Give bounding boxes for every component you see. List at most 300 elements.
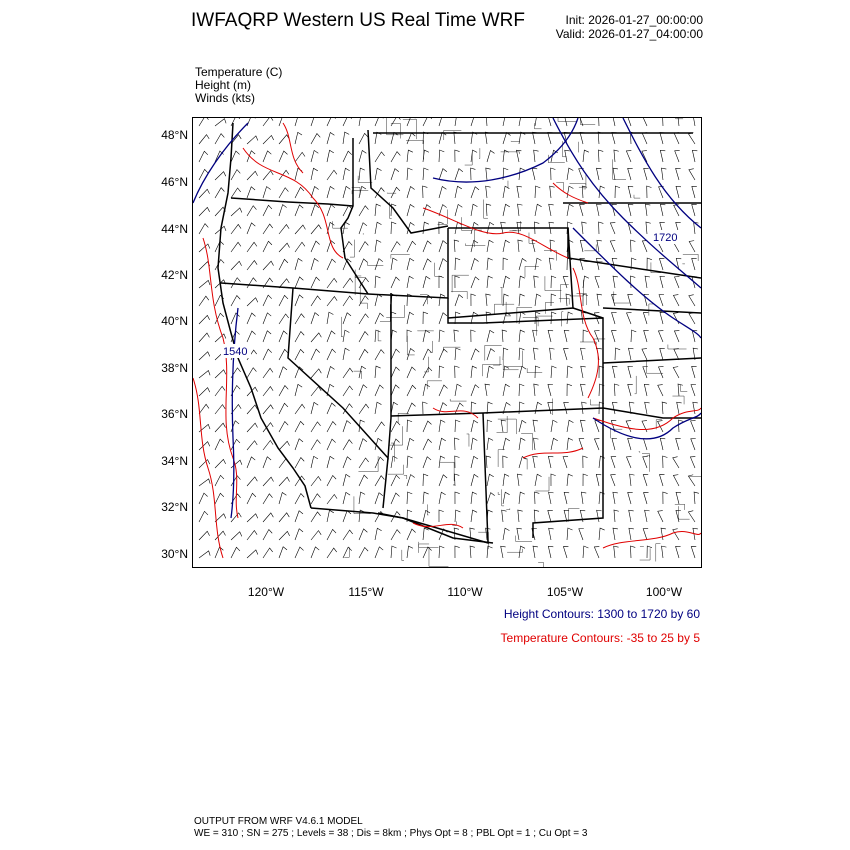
wind-barb bbox=[375, 204, 381, 216]
lat-label-30: 30°N bbox=[161, 547, 188, 561]
wind-barb bbox=[596, 474, 601, 486]
wind-barb bbox=[613, 528, 618, 540]
wind-barb bbox=[596, 168, 601, 180]
montana-border bbox=[368, 130, 448, 233]
county-line bbox=[444, 130, 462, 140]
wind-barb bbox=[279, 492, 286, 504]
wind-barb bbox=[631, 240, 636, 252]
wind-barb bbox=[215, 134, 224, 144]
wind-barb bbox=[598, 132, 603, 144]
wind-barb bbox=[311, 422, 321, 432]
model-info-line1: OUTPUT FROM WRF V4.6.1 MODEL bbox=[194, 816, 363, 827]
wind-barb bbox=[487, 493, 495, 504]
wind-barb bbox=[676, 438, 681, 450]
wind-barb bbox=[660, 204, 665, 216]
wind-barb bbox=[391, 277, 400, 288]
wind-barb bbox=[454, 240, 459, 252]
wind-barb bbox=[534, 384, 539, 396]
wind-barb bbox=[439, 241, 447, 252]
wind-barb bbox=[535, 258, 541, 270]
wind-barb bbox=[548, 546, 553, 558]
county-line bbox=[360, 303, 367, 309]
wind-barb bbox=[407, 276, 414, 288]
wind-barb bbox=[407, 150, 413, 162]
wind-barb bbox=[486, 456, 491, 468]
wind-barb bbox=[327, 278, 337, 288]
field-height-label: Height (m) bbox=[195, 78, 252, 92]
wind-barb bbox=[263, 331, 271, 342]
wind-barb bbox=[279, 531, 290, 540]
wind-barb bbox=[439, 403, 447, 414]
wind-barb bbox=[279, 118, 287, 126]
wind-barb bbox=[407, 492, 412, 504]
wind-barb bbox=[673, 367, 679, 378]
wind-barb bbox=[533, 348, 538, 360]
county-line bbox=[503, 360, 518, 370]
wind-barb bbox=[263, 368, 273, 378]
wind-barb bbox=[455, 384, 461, 396]
height-contour-label: 1720 bbox=[653, 232, 678, 244]
wind-barb bbox=[628, 366, 633, 378]
wind-barb bbox=[627, 313, 632, 324]
wind-barb bbox=[663, 492, 668, 504]
wind-barb bbox=[423, 474, 428, 486]
wind-barb bbox=[658, 511, 663, 522]
wind-barb bbox=[327, 331, 335, 342]
wind-barb bbox=[199, 442, 210, 450]
wind-barb bbox=[407, 456, 413, 468]
wind-barb bbox=[439, 186, 446, 198]
wind-barb bbox=[503, 168, 508, 180]
county-line bbox=[498, 450, 504, 467]
county-line bbox=[450, 399, 466, 401]
county-line bbox=[407, 336, 414, 355]
wind-barb bbox=[548, 456, 553, 468]
county-line bbox=[482, 365, 501, 376]
wind-barb bbox=[533, 546, 538, 558]
wind-barb bbox=[359, 349, 368, 360]
wind-barb bbox=[567, 366, 572, 378]
lat-label-34: 34°N bbox=[161, 454, 188, 468]
wind-barb bbox=[359, 492, 365, 504]
wind-barb bbox=[391, 187, 400, 198]
wind-barb bbox=[247, 313, 255, 324]
idaho-border bbox=[341, 138, 368, 294]
wind-barb bbox=[311, 349, 320, 360]
wind-barb bbox=[311, 225, 321, 234]
wind-barb bbox=[263, 349, 272, 360]
wind-barb bbox=[550, 348, 555, 360]
wind-barb bbox=[247, 441, 257, 450]
wind-barb bbox=[580, 384, 585, 396]
wind-barb bbox=[263, 118, 273, 126]
wind-barb bbox=[645, 276, 650, 288]
wind-barb bbox=[580, 420, 585, 432]
wind-barb bbox=[455, 295, 463, 306]
wind-barb bbox=[660, 312, 665, 324]
wind-barb bbox=[279, 259, 288, 270]
wind-barb bbox=[375, 385, 383, 396]
wind-barb bbox=[439, 492, 446, 504]
wind-barb bbox=[628, 204, 633, 216]
wind-barb bbox=[471, 168, 476, 180]
wind-barb bbox=[471, 366, 477, 378]
wind-barb bbox=[471, 118, 479, 126]
wind-barb bbox=[630, 546, 635, 558]
wind-barb bbox=[580, 205, 585, 216]
wind-barb bbox=[534, 276, 539, 288]
wind-barb bbox=[693, 402, 698, 414]
wind-barb bbox=[423, 510, 430, 522]
wind-barb bbox=[391, 169, 399, 180]
wind-barb bbox=[471, 385, 479, 396]
wind-barb bbox=[599, 492, 605, 504]
wind-barb bbox=[199, 511, 208, 522]
wind-barb bbox=[231, 532, 242, 540]
county-line bbox=[635, 376, 637, 394]
wind-barb bbox=[642, 349, 647, 360]
wind-barb bbox=[660, 150, 665, 162]
wind-barb bbox=[215, 459, 226, 468]
wind-barb bbox=[343, 511, 351, 522]
wind-barb bbox=[423, 492, 429, 504]
wind-barb bbox=[295, 384, 302, 396]
wind-barb bbox=[610, 223, 615, 234]
wind-barb bbox=[611, 331, 616, 342]
wind-barb bbox=[662, 546, 667, 558]
wind-barb bbox=[503, 438, 510, 450]
wind-barb bbox=[215, 531, 226, 540]
height-contours bbox=[193, 118, 701, 518]
wind-barb bbox=[659, 475, 664, 486]
wind-barb bbox=[581, 492, 586, 504]
wind-barb bbox=[327, 349, 336, 360]
map-panel bbox=[192, 117, 702, 568]
wind-barb bbox=[455, 348, 460, 360]
lat-label-38: 38°N bbox=[161, 361, 188, 375]
temperature-contour-legend: Temperature Contours: -35 to 25 by 5 bbox=[500, 631, 700, 645]
county-line bbox=[536, 316, 552, 336]
lat-label-44: 44°N bbox=[161, 222, 188, 236]
wind-barb bbox=[263, 261, 274, 270]
county-line bbox=[681, 385, 688, 392]
lon-label-120: 120°W bbox=[247, 585, 285, 599]
wind-barb bbox=[626, 457, 631, 468]
wind-barb bbox=[659, 259, 664, 270]
wind-barb bbox=[614, 546, 619, 558]
county-line bbox=[640, 548, 650, 560]
wind-barb bbox=[359, 458, 369, 468]
wind-barb bbox=[215, 259, 224, 270]
valid-time: Valid: 2026-01-27_04:00:00 bbox=[555, 27, 703, 41]
height-contour-label: 1540 bbox=[223, 346, 248, 358]
wind-barb bbox=[231, 476, 240, 486]
wind-barb bbox=[231, 208, 242, 216]
wind-barb bbox=[599, 222, 604, 234]
wind-barb bbox=[693, 118, 698, 126]
wind-barb bbox=[487, 546, 492, 558]
wind-barb bbox=[599, 118, 604, 126]
wind-barb bbox=[263, 494, 273, 504]
wind-barb bbox=[375, 547, 383, 558]
wind-barb bbox=[295, 439, 303, 450]
wind-barb bbox=[263, 135, 274, 144]
wind-barb bbox=[247, 477, 257, 486]
wind-barb bbox=[343, 547, 352, 558]
wind-barb bbox=[471, 438, 477, 450]
wind-barb bbox=[612, 313, 617, 324]
wind-barb bbox=[503, 118, 510, 126]
wind-barb bbox=[643, 367, 648, 378]
wind-barb bbox=[311, 258, 318, 270]
wind-barb bbox=[455, 118, 461, 126]
wind-barb bbox=[327, 510, 334, 522]
model-info-line2: WE = 310 ; SN = 275 ; Levels = 38 ; Dis = 8km ; Phys Opt = 8 ; PBL Opt = 1 ; Cu Opt = 3 bbox=[194, 828, 588, 839]
wind-barb bbox=[199, 531, 210, 540]
wind-barb bbox=[487, 438, 493, 450]
wind-barb bbox=[423, 118, 432, 126]
wind-barb bbox=[359, 296, 368, 306]
wind-barb bbox=[455, 169, 463, 180]
wind-barb bbox=[279, 205, 287, 216]
wind-barb bbox=[487, 349, 495, 360]
county-line bbox=[639, 452, 640, 453]
county-line bbox=[403, 119, 417, 139]
wind-barb bbox=[359, 547, 368, 558]
wind-barb bbox=[661, 168, 666, 180]
county-line bbox=[467, 434, 469, 447]
wind-barb bbox=[519, 168, 525, 180]
wind-barb bbox=[359, 242, 368, 252]
wind-barb bbox=[581, 366, 586, 378]
wind-barb bbox=[455, 258, 460, 270]
temperature-contour bbox=[593, 408, 701, 430]
wind-barb bbox=[423, 547, 432, 558]
wind-barb bbox=[231, 170, 240, 180]
wind-barb bbox=[567, 528, 572, 540]
wind-barb bbox=[583, 546, 588, 558]
wind-barb bbox=[407, 241, 416, 252]
wind-barb bbox=[612, 118, 617, 126]
wind-barb bbox=[439, 438, 446, 450]
wind-barb bbox=[263, 513, 273, 522]
wind-barb bbox=[311, 296, 321, 306]
wind-barb bbox=[678, 420, 683, 432]
wind-barb bbox=[674, 349, 679, 360]
wind-barb bbox=[359, 223, 367, 234]
wind-barb bbox=[564, 330, 569, 342]
wind-barb bbox=[343, 474, 350, 486]
wind-barb bbox=[279, 477, 290, 486]
wind-barb bbox=[595, 277, 600, 288]
wind-barb bbox=[567, 474, 573, 486]
wind-barb bbox=[391, 242, 400, 252]
wind-barb bbox=[674, 133, 679, 144]
wind-barb bbox=[455, 474, 460, 486]
wind-barb bbox=[675, 151, 680, 162]
wind-barb bbox=[658, 331, 663, 342]
wind-barb bbox=[247, 368, 256, 378]
county-line bbox=[584, 188, 586, 189]
wind-barb bbox=[343, 330, 349, 342]
wind-barb bbox=[629, 528, 634, 540]
wind-barb bbox=[311, 205, 319, 216]
wind-barb bbox=[279, 513, 289, 522]
wind-barb bbox=[215, 119, 226, 126]
county-line bbox=[493, 356, 500, 365]
wind-barb bbox=[454, 438, 459, 450]
wind-barb bbox=[691, 547, 696, 558]
wind-barb bbox=[487, 151, 495, 162]
wind-barb bbox=[375, 402, 381, 414]
wind-barb bbox=[689, 295, 695, 306]
field-winds-label: Winds (kts) bbox=[195, 91, 255, 105]
wind-barb bbox=[439, 420, 445, 432]
wind-barb bbox=[343, 168, 350, 180]
county-line bbox=[500, 287, 502, 303]
lon-label-105: 105°W bbox=[546, 585, 584, 599]
wind-barb bbox=[628, 168, 633, 180]
wind-barb bbox=[503, 186, 509, 198]
wind-barb bbox=[231, 278, 240, 288]
county-line bbox=[404, 475, 407, 479]
wind-barb bbox=[295, 458, 304, 468]
wind-barb bbox=[439, 313, 447, 324]
wind-barb bbox=[548, 510, 553, 522]
wind-barb bbox=[343, 278, 353, 288]
wind-barb bbox=[439, 475, 447, 486]
wind-barb bbox=[642, 241, 647, 252]
wind-barb bbox=[486, 294, 491, 306]
wind-barb bbox=[391, 546, 397, 558]
wind-barb bbox=[199, 493, 208, 504]
height-contour bbox=[573, 228, 701, 338]
wind-barb bbox=[455, 456, 460, 468]
wind-barb bbox=[295, 205, 303, 216]
chart-title: IWFAQRP Western US Real Time WRF bbox=[191, 10, 525, 31]
wind-barb bbox=[501, 420, 506, 432]
wind-barb bbox=[327, 548, 337, 558]
wind-barb bbox=[407, 133, 415, 144]
wind-barb bbox=[548, 330, 553, 342]
wind-barb bbox=[215, 370, 226, 378]
wind-barb bbox=[375, 528, 382, 540]
wind-barb bbox=[311, 150, 318, 162]
wind-barb bbox=[487, 420, 492, 432]
wind-barb bbox=[439, 349, 447, 360]
wind-barb bbox=[231, 296, 240, 306]
wind-barb bbox=[485, 384, 490, 396]
wind-barb bbox=[487, 330, 494, 342]
lat-label-42: 42°N bbox=[161, 268, 188, 282]
wind-barb bbox=[199, 551, 210, 558]
wind-barb bbox=[613, 168, 618, 180]
county-line bbox=[580, 342, 596, 349]
wind-barb bbox=[564, 118, 569, 126]
wind-barb bbox=[263, 387, 273, 396]
wind-barb bbox=[263, 548, 273, 558]
wind-barb bbox=[487, 240, 493, 252]
county-line bbox=[465, 152, 472, 165]
wind-barb bbox=[343, 440, 352, 450]
wind-barb bbox=[231, 439, 240, 450]
wind-barb bbox=[423, 421, 431, 432]
lat-label-36: 36°N bbox=[161, 407, 188, 421]
wind-barb bbox=[407, 403, 416, 414]
county-line bbox=[474, 230, 482, 247]
wind-barb bbox=[614, 384, 619, 396]
wind-barb bbox=[471, 187, 479, 198]
wind-barb bbox=[423, 241, 431, 252]
wind-barb bbox=[439, 294, 445, 306]
wind-barb bbox=[673, 529, 679, 540]
wind-barb bbox=[311, 118, 319, 126]
wind-barb bbox=[263, 530, 272, 540]
wind-barb bbox=[598, 150, 603, 162]
county-line bbox=[590, 399, 599, 405]
wind-barb bbox=[199, 135, 209, 144]
wind-barb bbox=[391, 367, 400, 378]
wind-barb bbox=[455, 204, 462, 216]
wind-barb bbox=[503, 204, 510, 216]
wind-barb bbox=[423, 349, 432, 360]
wind-barb bbox=[503, 348, 508, 360]
wind-barb bbox=[343, 313, 351, 324]
wind-barb bbox=[423, 312, 428, 324]
wind-barb bbox=[231, 242, 241, 252]
wind-barb bbox=[407, 349, 415, 360]
height-contour bbox=[593, 413, 701, 439]
wind-barb bbox=[375, 493, 383, 504]
wind-barb bbox=[199, 189, 210, 198]
wind-barb bbox=[471, 312, 478, 324]
wind-barb bbox=[564, 349, 569, 360]
wind-barb bbox=[295, 314, 304, 324]
wind-barb bbox=[295, 118, 303, 126]
wind-barb bbox=[295, 187, 304, 198]
wind-barb bbox=[519, 312, 525, 324]
wind-barb bbox=[563, 547, 568, 558]
wind-barb bbox=[327, 494, 337, 504]
wind-barb bbox=[645, 402, 650, 414]
wind-barb bbox=[247, 118, 255, 126]
wind-barb bbox=[519, 348, 524, 360]
wind-barb bbox=[391, 330, 397, 342]
wind-barb bbox=[423, 276, 430, 288]
county-line bbox=[521, 434, 532, 451]
wind-barb bbox=[407, 367, 416, 378]
county-line bbox=[391, 255, 410, 259]
county-line bbox=[484, 200, 488, 219]
wind-barb bbox=[231, 513, 241, 522]
wind-barb bbox=[519, 438, 525, 450]
wind-barb bbox=[215, 475, 224, 486]
wind-barb bbox=[548, 118, 553, 126]
wind-barb bbox=[247, 136, 258, 144]
wind-barb bbox=[597, 240, 602, 252]
wind-barb bbox=[423, 367, 432, 378]
wind-barb bbox=[247, 331, 256, 342]
wind-barb bbox=[612, 132, 617, 144]
wind-barb bbox=[662, 118, 667, 126]
county-line bbox=[672, 396, 684, 404]
county-line bbox=[341, 317, 343, 337]
wind-barb bbox=[503, 366, 509, 378]
wind-barb bbox=[519, 420, 526, 432]
county-line bbox=[525, 266, 539, 277]
wind-barb bbox=[471, 277, 479, 288]
wind-barb bbox=[690, 457, 695, 468]
